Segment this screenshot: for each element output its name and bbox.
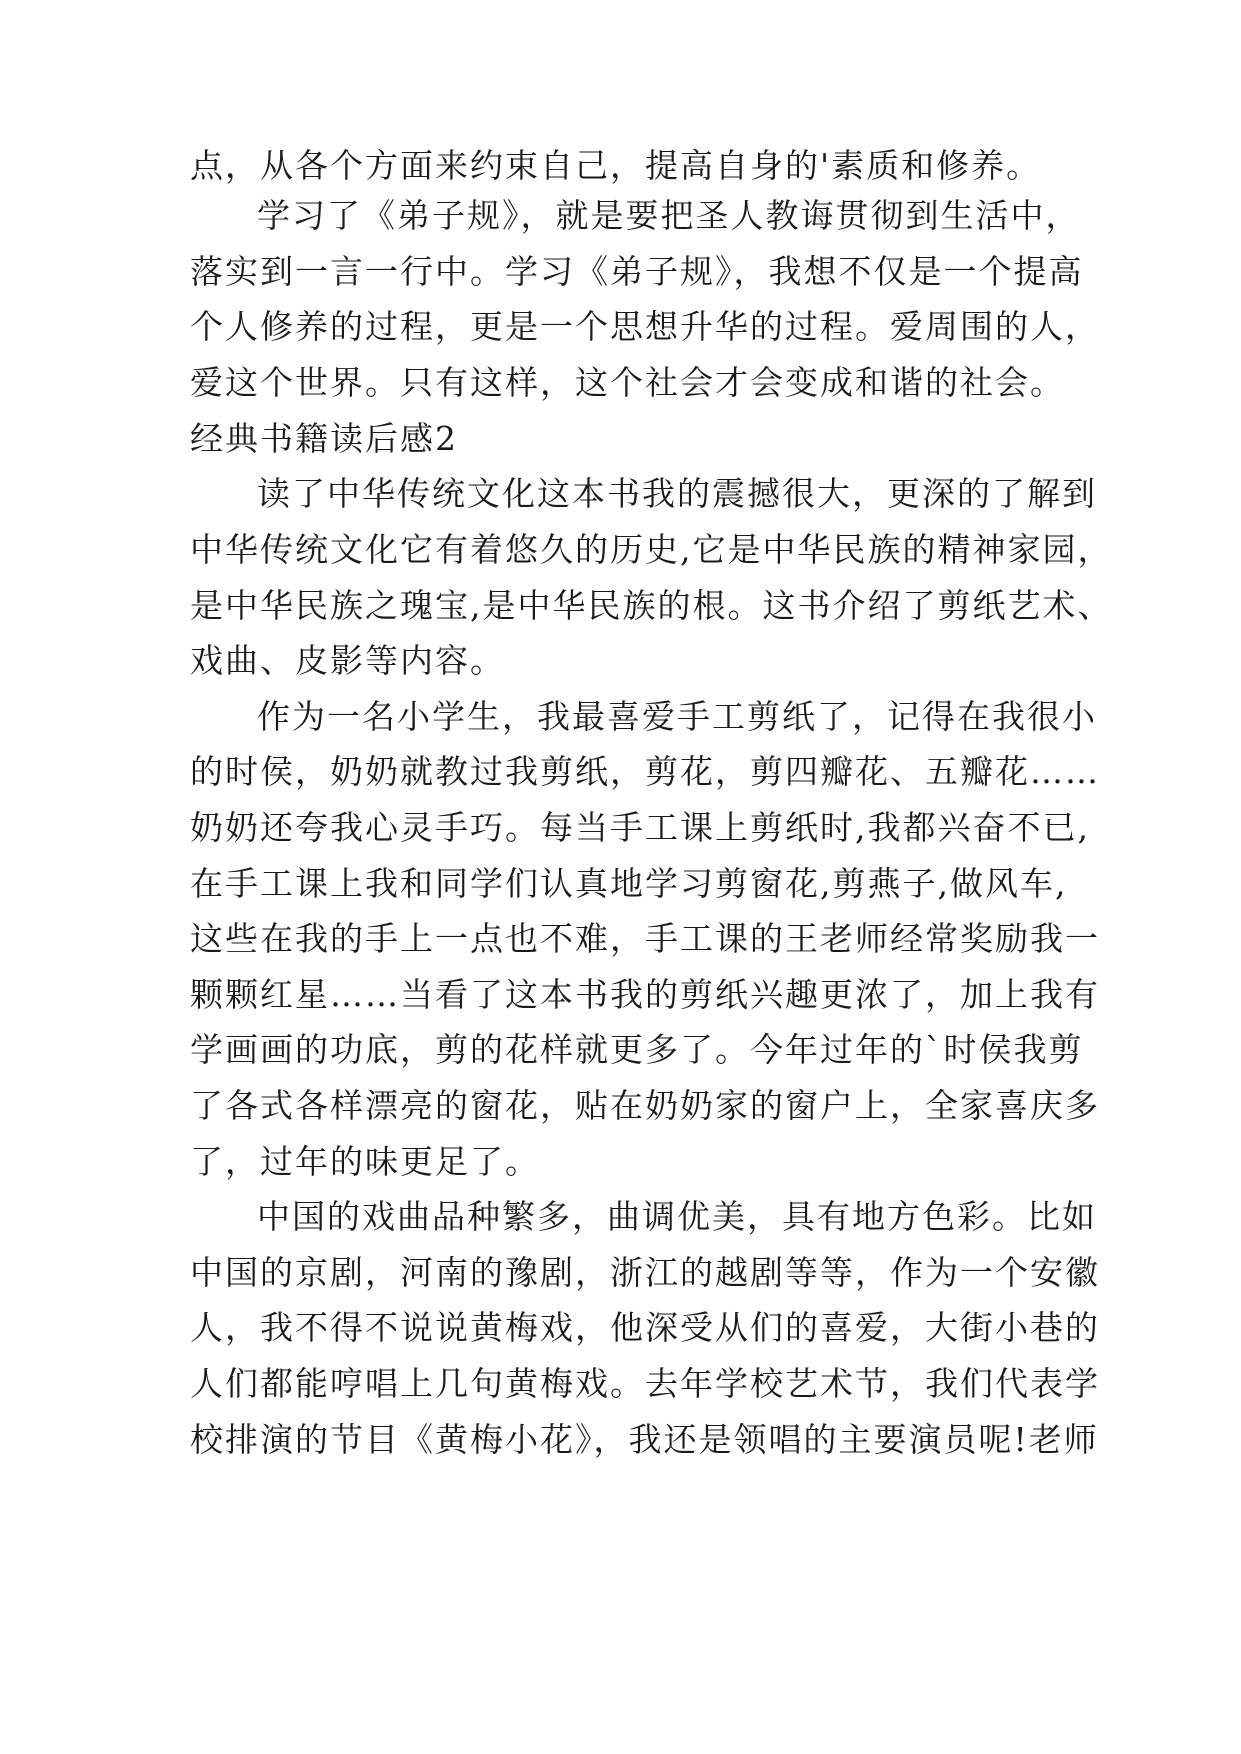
text-line: 点，从各个方面来约束自己，提高自身的'素质和修养。 bbox=[190, 146, 1042, 185]
paragraph-start-line: 学习了《弟子规》，就是要把圣人教诲贯彻到生活中， bbox=[257, 196, 1081, 235]
text-line: 学画画的功底，剪的花样就更多了。今年过年的`时侯我剪 bbox=[190, 1030, 1084, 1069]
section-heading: 经典书籍读后感2 bbox=[190, 419, 458, 458]
text-line: 颗颗红星……当看了这本书我的剪纸兴趣更浓了，加上我有 bbox=[190, 975, 1100, 1014]
text-line: 校排演的节目《黄梅小花》，我还是领唱的主要演员呢!老师 bbox=[190, 1420, 1099, 1459]
text-line: 爱这个世界。只有这样，这个社会才会变成和谐的社会。 bbox=[190, 363, 1065, 402]
text-line: 奶奶还夸我心灵手巧。每当手工课上剪纸时,我都兴奋不已, bbox=[190, 808, 1090, 847]
text-line: 个人修养的过程，更是一个思想升华的过程。爱周围的人， bbox=[190, 307, 1100, 346]
paragraph-start-line: 作为一名小学生，我最喜爱手工剪纸了，记得在我很小 bbox=[257, 697, 1097, 736]
text-line: 戏曲、皮影等内容。 bbox=[190, 641, 505, 680]
text-line: 中华传统文化它有着悠久的历史,它是中华民族的精神家园， bbox=[190, 530, 1113, 569]
text-line: 了各式各样漂亮的窗花，贴在奶奶家的窗户上，全家喜庆多 bbox=[190, 1086, 1100, 1125]
text-line: 落实到一言一行中。学习《弟子规》，我想不仅是一个提高 bbox=[190, 252, 1084, 291]
text-line: 中国的京剧，河南的豫剧，浙江的越剧等等，作为一个安徽 bbox=[190, 1253, 1100, 1292]
text-line: 在手工课上我和同学们认真地学习剪窗花,剪燕子,做风车, bbox=[190, 864, 1068, 903]
text-line: 人们都能哼唱上几句黄梅戏。去年学校艺术节，我们代表学 bbox=[190, 1364, 1100, 1403]
text-line: 人，我不得不说说黄梅戏，他深受从们的喜爱，大街小巷的 bbox=[190, 1308, 1100, 1347]
text-line: 的时侯，奶奶就教过我剪纸，剪花，剪四瓣花、五瓣花…… bbox=[190, 752, 1100, 791]
paragraph-start-line: 读了中华传统文化这本书我的震撼很大，更深的了解到 bbox=[257, 474, 1097, 513]
paragraph-start-line: 中国的戏曲品种繁多，曲调优美，具有地方色彩。比如 bbox=[257, 1197, 1097, 1236]
text-line: 了，过年的味更足了。 bbox=[190, 1142, 540, 1181]
text-line: 这些在我的手上一点也不难，手工课的王老师经常奖励我一 bbox=[190, 919, 1100, 958]
text-line: 是中华民族之瑰宝,是中华民族的根。这书介绍了剪纸艺术、 bbox=[190, 586, 1113, 625]
